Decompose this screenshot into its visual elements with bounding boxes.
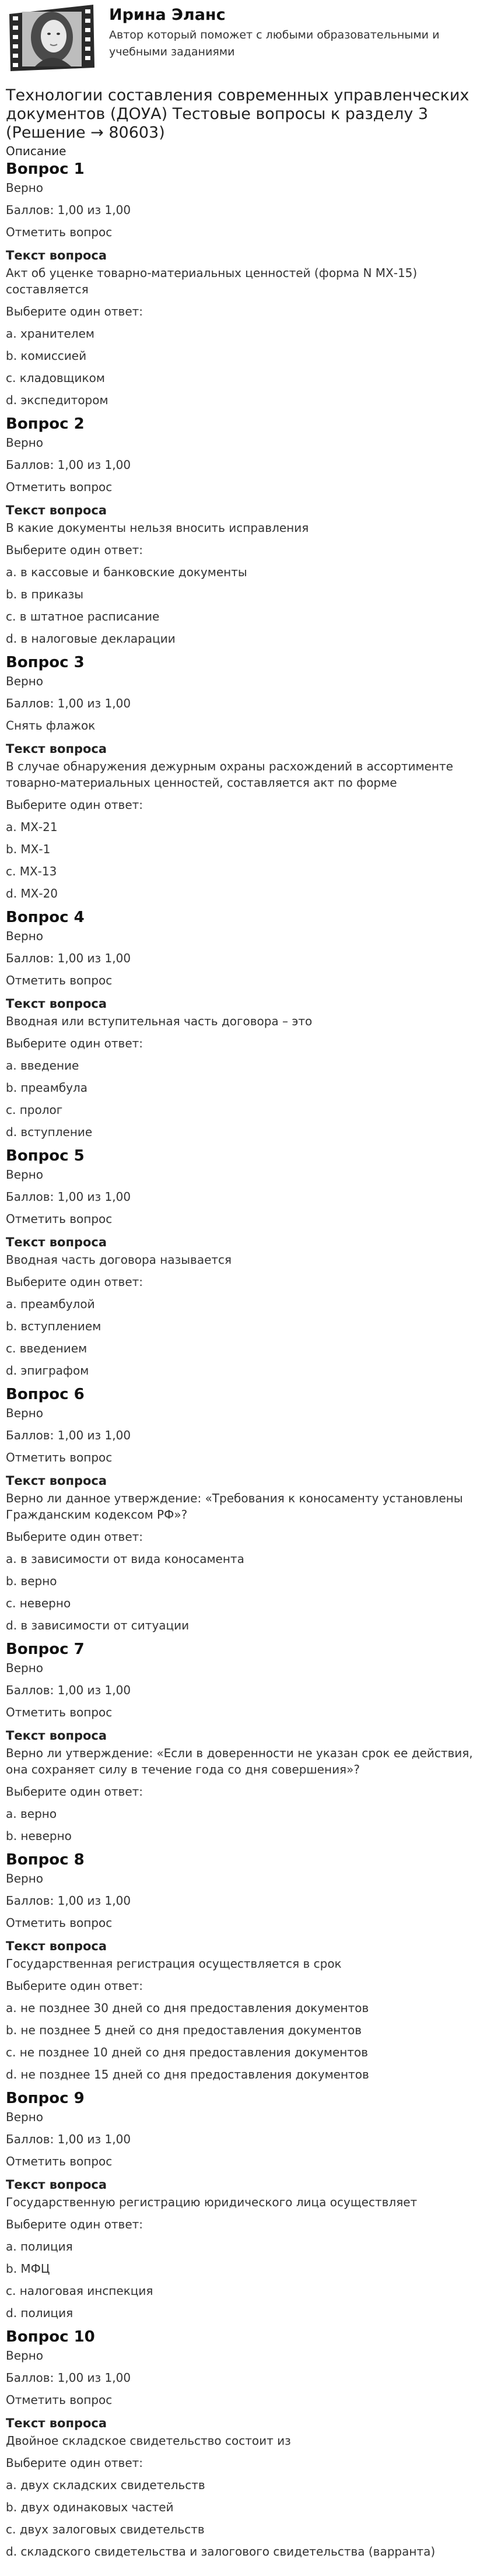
questions-list	[6, 159, 490, 2566]
flag-question-link[interactable]: Отметить вопрос	[6, 1916, 113, 1930]
question-text-heading: Текст вопроса	[6, 742, 107, 756]
question-score: Баллов: 1,00 из 1,00	[6, 203, 131, 217]
question-title: Вопрос 9	[6, 2090, 85, 2107]
question-title: Вопрос 6	[6, 1386, 85, 1403]
flag-question-link[interactable]: Отметить вопрос	[6, 1212, 113, 1226]
question-text-heading: Текст вопроса	[6, 1939, 107, 1953]
question-score: Баллов: 1,00 из 1,00	[6, 1683, 131, 1697]
answer-option[interactable]: d. экспедитором	[6, 393, 108, 407]
answer-option[interactable]: b. МХ-1	[6, 842, 51, 856]
question-text-heading: Текст вопроса	[6, 1474, 107, 1488]
author-description: Автор который поможет с любыми образовательными и учебными заданиями	[109, 29, 440, 58]
answer-option[interactable]: b. неверно	[6, 1829, 72, 1843]
flag-question-link[interactable]: Отметить вопрос	[6, 973, 113, 987]
question-title: Вопрос 10	[6, 2328, 95, 2346]
answer-option[interactable]: b. МФЦ	[6, 2262, 50, 2276]
question-text: Акт об уценке товарно-материальных ценностей (форма N МХ-15) составляется	[6, 266, 418, 296]
question-score: Баллов: 1,00 из 1,00	[6, 2132, 131, 2146]
question-block	[6, 414, 490, 647]
flag-question-link[interactable]: Отметить вопрос	[6, 2154, 113, 2168]
answer-option[interactable]: c. в штатное расписание	[6, 609, 160, 623]
question-status: Верно	[6, 1661, 44, 1675]
question-status: Верно	[6, 1871, 44, 1885]
question-score: Баллов: 1,00 из 1,00	[6, 458, 131, 472]
question-status: Верно	[6, 929, 44, 943]
answer-option[interactable]: d. МХ-20	[6, 886, 58, 900]
description-label: Описание	[6, 144, 66, 158]
answer-option[interactable]: d. эпиграфом	[6, 1364, 89, 1378]
answer-option[interactable]: a. преамбулой	[6, 1297, 95, 1311]
question-status: Верно	[6, 674, 44, 688]
choose-one-label: Выберите один ответ:	[6, 1275, 143, 1289]
question-title: Вопрос 5	[6, 1147, 85, 1165]
flag-question-link[interactable]: Отметить вопрос	[6, 1450, 113, 1464]
author-avatar[interactable]	[6, 2, 98, 72]
answer-option[interactable]: c. МХ-13	[6, 864, 57, 878]
answer-option[interactable]: a. полиция	[6, 2239, 73, 2253]
answer-option[interactable]: c. неверно	[6, 1596, 71, 1610]
question-block	[6, 653, 490, 902]
question-text-heading: Текст вопроса	[6, 503, 107, 517]
question-text: Верно ли утверждение: «Если в доверенности не указан срок ее действия, она сохраняет силу в течение года со дня совершения»?	[6, 1746, 473, 1776]
question-block	[6, 1639, 490, 1844]
question-block	[6, 2088, 490, 2321]
answer-option[interactable]: a. МХ-21	[6, 820, 58, 834]
choose-one-label: Выберите один ответ:	[6, 543, 143, 557]
flag-question-link[interactable]: Отметить вопрос	[6, 480, 113, 494]
question-score: Баллов: 1,00 из 1,00	[6, 1190, 131, 1204]
choose-one-label: Выберите один ответ:	[6, 1979, 143, 1993]
answer-option[interactable]: b. верно	[6, 1574, 57, 1588]
question-status: Верно	[6, 181, 44, 195]
question-text-heading: Текст вопроса	[6, 1235, 107, 1249]
answer-option[interactable]: a. в зависимости от вида коносамента	[6, 1552, 244, 1566]
answer-option[interactable]: b. преамбула	[6, 1081, 88, 1095]
answer-option[interactable]: c. налоговая инспекция	[6, 2284, 153, 2298]
choose-one-label: Выберите один ответ:	[6, 798, 143, 812]
question-status: Верно	[6, 2349, 44, 2363]
question-block	[6, 907, 490, 1140]
answer-option[interactable]: c. кладовщиком	[6, 371, 105, 385]
question-title: Вопрос 3	[6, 654, 85, 671]
question-text: Государственная регистрация осуществляется в срок	[6, 1957, 342, 1971]
question-score: Баллов: 1,00 из 1,00	[6, 951, 131, 965]
choose-one-label: Выберите один ответ:	[6, 304, 143, 318]
answer-option[interactable]: c. введением	[6, 1341, 87, 1355]
answer-option[interactable]: c. не позднее 10 дней со дня предоставления документов	[6, 2045, 369, 2059]
answer-option[interactable]: d. полиция	[6, 2306, 73, 2320]
answer-option[interactable]: a. верно	[6, 1807, 57, 1821]
answer-option[interactable]: d. в зависимости от ситуации	[6, 1618, 190, 1632]
answer-option[interactable]: a. не позднее 30 дней со дня предоставления документов	[6, 2001, 369, 2015]
question-title: Вопрос 8	[6, 1851, 85, 1869]
question-text-heading: Текст вопроса	[6, 2416, 107, 2430]
answer-option[interactable]: b. двух одинаковых частей	[6, 2500, 174, 2514]
question-title: Вопрос 7	[6, 1641, 85, 1658]
question-text: Вводная или вступительная часть договора – это	[6, 1014, 313, 1028]
answer-option[interactable]: d. вступление	[6, 1125, 93, 1139]
question-text-heading: Текст вопроса	[6, 1729, 107, 1743]
question-text-heading: Текст вопроса	[6, 2178, 107, 2192]
question-status: Верно	[6, 2110, 44, 2124]
question-score: Баллов: 1,00 из 1,00	[6, 1428, 131, 1442]
answer-option[interactable]: c. двух залоговых свидетельств	[6, 2522, 205, 2536]
question-status: Верно	[6, 1168, 44, 1182]
question-title: Вопрос 1	[6, 160, 85, 178]
question-text: В какие документы нельзя вносить исправления	[6, 521, 309, 535]
answer-option[interactable]: b. вступлением	[6, 1319, 101, 1333]
choose-one-label: Выберите один ответ:	[6, 2217, 143, 2231]
choose-one-label: Выберите один ответ:	[6, 1785, 143, 1799]
author-header	[0, 0, 494, 75]
flag-question-link[interactable]: Снять флажок	[6, 719, 96, 733]
answer-option[interactable]: c. пролог	[6, 1103, 63, 1117]
question-text: Государственную регистрацию юридического лица осуществляет	[6, 2195, 418, 2209]
choose-one-label: Выберите один ответ:	[6, 1036, 143, 1050]
answer-option[interactable]: a. введение	[6, 1059, 79, 1073]
question-text-heading: Текст вопроса	[6, 248, 107, 262]
answer-option[interactable]: d. не позднее 15 дней со дня предоставления документов	[6, 2067, 369, 2081]
answer-option[interactable]: b. комиссией	[6, 349, 87, 363]
flag-question-link[interactable]: Отметить вопрос	[6, 1705, 113, 1719]
question-score: Баллов: 1,00 из 1,00	[6, 2371, 131, 2385]
question-title: Вопрос 2	[6, 415, 85, 433]
question-score: Баллов: 1,00 из 1,00	[6, 1894, 131, 1908]
question-text: В случае обнаружения дежурным охраны расхождений в ассортименте товарно-материальных ценностей, составляется акт по форме	[6, 759, 453, 790]
question-block	[6, 1850, 490, 2083]
answer-option[interactable]: a. хранителем	[6, 327, 94, 341]
question-text-heading: Текст вопроса	[6, 997, 107, 1011]
question-score: Баллов: 1,00 из 1,00	[6, 696, 131, 710]
question-text: Верно ли данное утверждение: «Требования к коносаменту установлены Гражданским кодексом РФ»?	[6, 1491, 463, 1522]
flag-question-link[interactable]: Отметить вопрос	[6, 2393, 113, 2407]
answer-option[interactable]: b. в приказы	[6, 587, 84, 601]
choose-one-label: Выберите один ответ:	[6, 1530, 143, 1544]
question-block	[6, 2327, 490, 2560]
question-block	[6, 1385, 490, 1634]
flag-question-link[interactable]: Отметить вопрос	[6, 225, 113, 239]
answer-option[interactable]: d. в налоговые декларации	[6, 632, 176, 646]
question-text: Двойное складское свидетельство состоит из	[6, 2434, 291, 2448]
answer-option[interactable]: d. складского свидетельства и залогового свидетельства (варранта)	[6, 2545, 436, 2559]
question-status: Верно	[6, 1406, 44, 1420]
answer-option[interactable]: a. двух складских свидетельств	[6, 2478, 205, 2492]
author-name[interactable]: Ирина Эланс	[109, 6, 226, 24]
page-title: Технологии составления современных управленческих документов (ДОУА) Тестовые вопросы к разделу 3 (Решение → 80603)	[6, 86, 470, 142]
question-status: Верно	[6, 436, 44, 450]
question-title: Вопрос 4	[6, 909, 85, 926]
question-block	[6, 159, 490, 408]
question-block	[6, 1146, 490, 1379]
answer-option[interactable]: a. в кассовые и банковские документы	[6, 565, 247, 579]
choose-one-label: Выберите один ответ:	[6, 2456, 143, 2470]
question-text: Вводная часть договора называется	[6, 1253, 232, 1267]
answer-option[interactable]: b. не позднее 5 дней со дня предоставления документов	[6, 2023, 362, 2037]
